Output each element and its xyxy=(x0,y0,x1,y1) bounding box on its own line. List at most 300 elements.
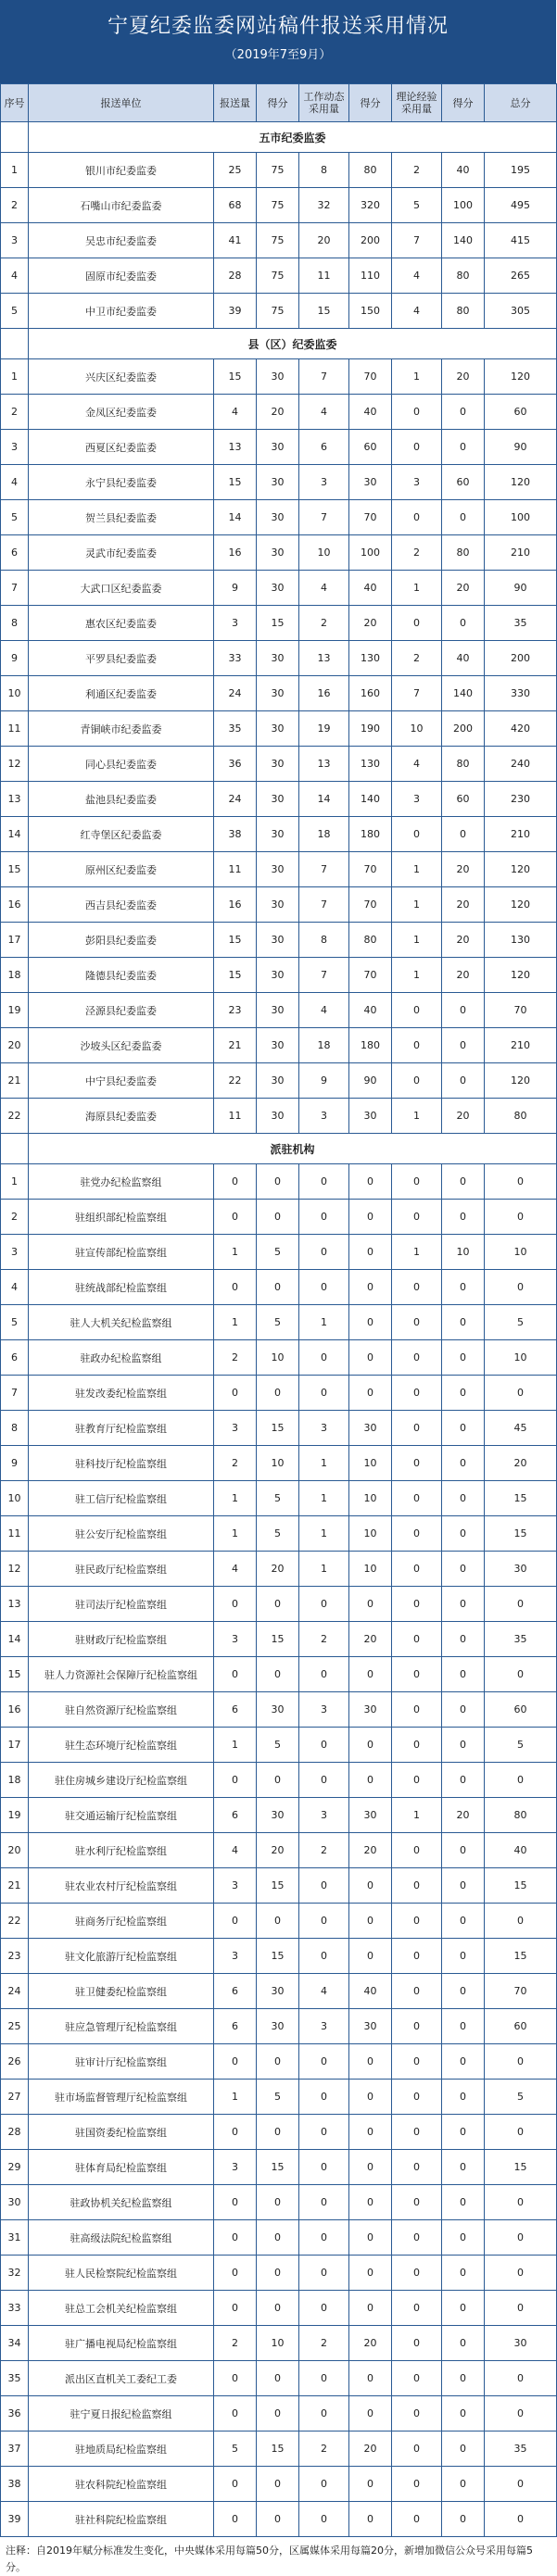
unit-name-cell: 驻地质局纪检监察组 xyxy=(29,2431,214,2467)
table-cell: 30 xyxy=(257,887,299,923)
table-cell: 15 xyxy=(485,1481,557,1516)
unit-name-cell: 驻公安厅纪检监察组 xyxy=(29,1516,214,1552)
table-cell: 80 xyxy=(485,1798,557,1833)
table-cell: 22 xyxy=(214,1063,257,1099)
table-cell: 160 xyxy=(349,676,392,711)
table-cell: 0 xyxy=(442,2185,485,2220)
table-cell: 16 xyxy=(1,887,29,923)
table-cell: 0 xyxy=(442,2396,485,2431)
unit-name-cell: 灵武市纪委监委 xyxy=(29,535,214,571)
table-cell: 1 xyxy=(1,1164,29,1200)
table-row xyxy=(1,188,557,223)
table-cell: 0 xyxy=(442,1974,485,2009)
table-cell: 15 xyxy=(485,1516,557,1552)
table-cell: 60 xyxy=(485,2009,557,2044)
table-cell: 0 xyxy=(392,1516,442,1552)
table-cell: 40 xyxy=(442,641,485,676)
unit-name-cell: 平罗县纪委监委 xyxy=(29,641,214,676)
table-cell: 0 xyxy=(485,1657,557,1692)
table-cell: 70 xyxy=(485,1974,557,2009)
table-cell: 18 xyxy=(1,958,29,993)
table-cell: 15 xyxy=(257,1939,299,1974)
table-cell: 10 xyxy=(349,1516,392,1552)
header-cell: 总分 xyxy=(485,84,557,122)
header-cell: 得分 xyxy=(442,84,485,122)
table-cell: 0 xyxy=(299,1376,349,1411)
table-row xyxy=(1,1340,557,1376)
table-cell: 70 xyxy=(349,852,392,887)
unit-name-cell: 原州区纪委监委 xyxy=(29,852,214,887)
table-cell: 0 xyxy=(392,2009,442,2044)
table-cell: 4 xyxy=(1,465,29,500)
table-cell: 0 xyxy=(392,1728,442,1763)
table-cell: 80 xyxy=(442,535,485,571)
table-cell: 0 xyxy=(392,2502,442,2537)
unit-name-cell: 驻人力资源社会保障厅纪检监察组 xyxy=(29,1657,214,1692)
table-cell: 7 xyxy=(299,359,349,395)
table-cell: 21 xyxy=(214,1028,257,1063)
table-cell: 35 xyxy=(214,711,257,747)
table-cell: 30 xyxy=(257,852,299,887)
table-row xyxy=(1,153,557,188)
table-cell: 10 xyxy=(257,1446,299,1481)
table-cell: 12 xyxy=(1,747,29,782)
table-cell: 90 xyxy=(485,571,557,606)
table-cell: 60 xyxy=(485,395,557,430)
table-cell: 120 xyxy=(485,359,557,395)
table-cell: 0 xyxy=(392,1340,442,1376)
table-cell: 0 xyxy=(349,2396,392,2431)
table-row xyxy=(1,1974,557,2009)
unit-name-cell: 驻农业农村厅纪检监察组 xyxy=(29,1868,214,1904)
table-cell: 30 xyxy=(257,1028,299,1063)
table-cell: 4 xyxy=(1,1270,29,1305)
table-cell: 0 xyxy=(442,500,485,535)
table-cell: 0 xyxy=(442,1833,485,1868)
table-cell: 38 xyxy=(1,2467,29,2502)
table-row xyxy=(1,1763,557,1798)
table-cell: 415 xyxy=(485,223,557,258)
table-cell: 0 xyxy=(299,1939,349,1974)
table-cell: 32 xyxy=(1,2256,29,2291)
table-cell: 0 xyxy=(392,817,442,852)
table-row xyxy=(1,1798,557,1833)
table-cell: 9 xyxy=(1,1446,29,1481)
table-cell: 12 xyxy=(1,1552,29,1587)
table-row xyxy=(1,606,557,641)
table-cell: 16 xyxy=(214,887,257,923)
table-cell: 31 xyxy=(1,2220,29,2256)
table-cell: 0 xyxy=(392,1622,442,1657)
table-cell: 1 xyxy=(214,1235,257,1270)
table-row xyxy=(1,1411,557,1446)
table-cell: 2 xyxy=(1,395,29,430)
table-row xyxy=(1,1587,557,1622)
table-cell: 3 xyxy=(1,430,29,465)
table-cell: 60 xyxy=(442,465,485,500)
table-cell: 1 xyxy=(299,1305,349,1340)
table-cell: 80 xyxy=(442,747,485,782)
unit-name-cell: 永宁县纪委监委 xyxy=(29,465,214,500)
table-cell: 0 xyxy=(392,1939,442,1974)
table-body xyxy=(1,122,557,2537)
table-cell: 0 xyxy=(349,1939,392,1974)
table-cell: 0 xyxy=(392,2431,442,2467)
table-cell: 80 xyxy=(442,294,485,329)
table-cell: 2 xyxy=(299,606,349,641)
table-cell: 0 xyxy=(299,1270,349,1305)
table-cell: 1 xyxy=(392,852,442,887)
table-cell: 4 xyxy=(214,1552,257,1587)
table-cell: 120 xyxy=(485,887,557,923)
table-cell: 7 xyxy=(299,887,349,923)
table-cell: 6 xyxy=(214,1974,257,2009)
table-cell: 11 xyxy=(299,258,349,294)
unit-name-cell: 驻自然资源厅纪检监察组 xyxy=(29,1692,214,1728)
table-cell: 20 xyxy=(1,1833,29,1868)
table-cell: 33 xyxy=(1,2291,29,2326)
unit-name-cell: 西夏区纪委监委 xyxy=(29,430,214,465)
table-cell: 0 xyxy=(299,2396,349,2431)
unit-name-cell: 驻社科院纪检监察组 xyxy=(29,2502,214,2537)
table-cell: 0 xyxy=(485,2115,557,2150)
table-cell: 30 xyxy=(257,993,299,1028)
table-cell: 15 xyxy=(485,1939,557,1974)
table-cell: 28 xyxy=(214,258,257,294)
table-cell: 15 xyxy=(299,294,349,329)
table-cell: 0 xyxy=(442,2431,485,2467)
table-cell: 30 xyxy=(485,1552,557,1587)
table-cell: 0 xyxy=(485,1200,557,1235)
table-cell: 11 xyxy=(1,1516,29,1552)
table-cell: 15 xyxy=(485,2150,557,2185)
table-cell: 1 xyxy=(392,923,442,958)
table-cell: 0 xyxy=(299,2185,349,2220)
table-cell: 20 xyxy=(299,223,349,258)
table-row xyxy=(1,676,557,711)
table-cell: 0 xyxy=(349,2467,392,2502)
table-cell: 0 xyxy=(257,1763,299,1798)
table-cell: 0 xyxy=(257,2185,299,2220)
table-cell: 0 xyxy=(392,1411,442,1446)
table-cell: 0 xyxy=(392,395,442,430)
table-cell: 20 xyxy=(349,1833,392,1868)
table-cell: 0 xyxy=(442,1305,485,1340)
table-cell: 30 xyxy=(257,571,299,606)
table-cell: 0 xyxy=(257,2291,299,2326)
table-cell: 14 xyxy=(214,500,257,535)
table-cell: 23 xyxy=(214,993,257,1028)
table-cell: 0 xyxy=(257,1587,299,1622)
table-cell: 0 xyxy=(442,1481,485,1516)
unit-name-cell: 石嘴山市纪委监委 xyxy=(29,188,214,223)
table-cell: 0 xyxy=(392,1200,442,1235)
unit-name-cell: 驻交通运输厅纪检监察组 xyxy=(29,1798,214,1833)
table-cell: 35 xyxy=(1,2361,29,2396)
table-cell: 0 xyxy=(257,2256,299,2291)
table-cell: 7 xyxy=(392,223,442,258)
table-cell: 60 xyxy=(442,782,485,817)
table-cell: 0 xyxy=(299,2502,349,2537)
table-cell: 3 xyxy=(392,465,442,500)
table-cell: 4 xyxy=(392,258,442,294)
table-cell: 0 xyxy=(257,1904,299,1939)
page-subtitle: （2019年7至9月） xyxy=(224,48,332,62)
table-cell: 34 xyxy=(1,2326,29,2361)
table-cell: 5 xyxy=(257,1516,299,1552)
table-row xyxy=(1,1028,557,1063)
table-cell: 0 xyxy=(257,1376,299,1411)
table-row xyxy=(1,2291,557,2326)
table-cell: 3 xyxy=(392,782,442,817)
table-header-row xyxy=(1,84,557,122)
table-cell: 0 xyxy=(392,1587,442,1622)
table-cell: 17 xyxy=(1,1728,29,1763)
table-row xyxy=(1,359,557,395)
table-row xyxy=(1,395,557,430)
table-cell: 0 xyxy=(299,1235,349,1270)
table-cell: 15 xyxy=(214,958,257,993)
table-cell: 0 xyxy=(442,395,485,430)
table-cell: 15 xyxy=(257,606,299,641)
table-cell: 305 xyxy=(485,294,557,329)
table-cell: 40 xyxy=(349,571,392,606)
table-cell: 30 xyxy=(257,1692,299,1728)
table-cell: 0 xyxy=(392,1657,442,1692)
table-cell: 4 xyxy=(214,395,257,430)
table-cell: 5 xyxy=(214,2431,257,2467)
unit-name-cell: 彭阳县纪委监委 xyxy=(29,923,214,958)
table-cell: 0 xyxy=(442,2220,485,2256)
table-cell: 21 xyxy=(1,1063,29,1099)
table-cell: 0 xyxy=(442,1868,485,1904)
table-cell: 0 xyxy=(299,1340,349,1376)
unit-name-cell: 海原县纪委监委 xyxy=(29,1099,214,1134)
unit-name-cell: 驻市场监督管理厅纪检监察组 xyxy=(29,2080,214,2115)
table-cell: 7 xyxy=(1,1376,29,1411)
table-row xyxy=(1,1305,557,1340)
unit-name-cell: 驻科技厅纪检监察组 xyxy=(29,1446,214,1481)
table-cell: 10 xyxy=(257,2326,299,2361)
table-cell: 2 xyxy=(299,2326,349,2361)
unit-name-cell: 隆德县纪委监委 xyxy=(29,958,214,993)
table-cell: 0 xyxy=(299,1763,349,1798)
unit-name-cell: 驻卫健委纪检监察组 xyxy=(29,1974,214,2009)
table-cell: 0 xyxy=(299,1868,349,1904)
table-cell: 19 xyxy=(299,711,349,747)
section-header-row xyxy=(1,1134,557,1164)
table-cell: 33 xyxy=(214,641,257,676)
table-cell: 0 xyxy=(392,430,442,465)
table-cell: 3 xyxy=(214,2150,257,2185)
table-cell: 200 xyxy=(442,711,485,747)
section-index-cell xyxy=(1,122,29,153)
table-cell: 0 xyxy=(485,2220,557,2256)
table-cell: 11 xyxy=(1,711,29,747)
table-cell: 20 xyxy=(442,359,485,395)
table-cell: 0 xyxy=(392,1552,442,1587)
table-cell: 0 xyxy=(349,1305,392,1340)
table-row xyxy=(1,1904,557,1939)
table-cell: 30 xyxy=(257,676,299,711)
table-row xyxy=(1,1446,557,1481)
table-cell: 17 xyxy=(1,923,29,958)
table-cell: 75 xyxy=(257,258,299,294)
table-cell: 0 xyxy=(392,1028,442,1063)
table-cell: 0 xyxy=(214,2220,257,2256)
table-cell: 9 xyxy=(214,571,257,606)
table-cell: 90 xyxy=(349,1063,392,1099)
table-cell: 19 xyxy=(1,993,29,1028)
table-cell: 0 xyxy=(299,2361,349,2396)
table-row xyxy=(1,2185,557,2220)
table-cell: 200 xyxy=(485,641,557,676)
header-cell: 工作动态采用量 xyxy=(299,84,349,122)
table-row xyxy=(1,993,557,1028)
table-cell: 0 xyxy=(349,2150,392,2185)
table-cell: 20 xyxy=(442,571,485,606)
table-cell: 120 xyxy=(485,852,557,887)
table-row xyxy=(1,2009,557,2044)
table-cell: 6 xyxy=(1,535,29,571)
table-cell: 6 xyxy=(214,1798,257,1833)
table-cell: 1 xyxy=(392,887,442,923)
table-cell: 130 xyxy=(349,641,392,676)
table-cell: 30 xyxy=(257,958,299,993)
table-cell: 0 xyxy=(392,500,442,535)
unit-name-cell: 驻人大机关纪检监察组 xyxy=(29,1305,214,1340)
table-cell: 3 xyxy=(299,1798,349,1833)
unit-name-cell: 中宁县纪委监委 xyxy=(29,1063,214,1099)
table-cell: 30 xyxy=(257,2009,299,2044)
table-cell: 3 xyxy=(214,1939,257,1974)
table-cell: 45 xyxy=(485,1411,557,1446)
table-cell: 0 xyxy=(442,2326,485,2361)
table-cell: 0 xyxy=(442,1728,485,1763)
table-cell: 0 xyxy=(392,1446,442,1481)
table-cell: 0 xyxy=(485,1376,557,1411)
table-cell: 15 xyxy=(257,1411,299,1446)
table-cell: 0 xyxy=(214,1376,257,1411)
table-cell: 0 xyxy=(349,2220,392,2256)
table-cell: 0 xyxy=(485,2502,557,2537)
table-cell: 0 xyxy=(214,1270,257,1305)
table-cell: 10 xyxy=(349,1552,392,1587)
table-cell: 0 xyxy=(392,1164,442,1200)
table-row xyxy=(1,2080,557,2115)
table-cell: 0 xyxy=(214,2502,257,2537)
table-cell: 1 xyxy=(299,1552,349,1587)
table-cell: 4 xyxy=(299,571,349,606)
unit-name-cell: 驻生态环境厅纪检监察组 xyxy=(29,1728,214,1763)
table-cell: 0 xyxy=(442,1587,485,1622)
table-row xyxy=(1,1622,557,1657)
table-cell: 330 xyxy=(485,676,557,711)
table-cell: 140 xyxy=(442,223,485,258)
table-cell: 0 xyxy=(392,1974,442,2009)
table-cell: 0 xyxy=(392,2361,442,2396)
table-cell: 0 xyxy=(442,1516,485,1552)
table-cell: 1 xyxy=(392,359,442,395)
table-row xyxy=(1,1235,557,1270)
table-cell: 90 xyxy=(485,430,557,465)
table-row xyxy=(1,2467,557,2502)
table-cell: 60 xyxy=(485,1692,557,1728)
table-row xyxy=(1,1200,557,1235)
table-cell: 0 xyxy=(349,1904,392,1939)
table-cell: 7 xyxy=(299,958,349,993)
table-cell: 3 xyxy=(299,2009,349,2044)
table-cell: 0 xyxy=(214,1200,257,1235)
unit-name-cell: 沙坡头区纪委监委 xyxy=(29,1028,214,1063)
table-cell: 0 xyxy=(257,2502,299,2537)
table-cell: 23 xyxy=(1,1939,29,1974)
table-cell: 15 xyxy=(257,1622,299,1657)
table-cell: 0 xyxy=(442,1164,485,1200)
table-cell: 0 xyxy=(442,2150,485,2185)
table-cell: 0 xyxy=(349,1340,392,1376)
table-cell: 0 xyxy=(392,993,442,1028)
table-cell: 16 xyxy=(299,676,349,711)
table-cell: 0 xyxy=(442,2256,485,2291)
table-cell: 1 xyxy=(299,1446,349,1481)
table-cell: 120 xyxy=(485,465,557,500)
table-cell: 14 xyxy=(299,782,349,817)
table-cell: 0 xyxy=(392,1692,442,1728)
table-cell: 0 xyxy=(485,1587,557,1622)
table-cell: 0 xyxy=(214,1164,257,1200)
table-cell: 1 xyxy=(392,958,442,993)
table-cell: 60 xyxy=(349,430,392,465)
table-cell: 100 xyxy=(349,535,392,571)
table-cell: 10 xyxy=(485,1235,557,1270)
table-row xyxy=(1,1728,557,1763)
table-cell: 0 xyxy=(392,1376,442,1411)
table-cell: 32 xyxy=(299,188,349,223)
table-cell: 0 xyxy=(442,1939,485,1974)
unit-name-cell: 驻人民检察院纪检监察组 xyxy=(29,2256,214,2291)
table-cell: 10 xyxy=(257,1340,299,1376)
table-cell: 2 xyxy=(299,1833,349,1868)
table-cell: 14 xyxy=(1,1622,29,1657)
unit-name-cell: 贺兰县纪委监委 xyxy=(29,500,214,535)
table-cell: 0 xyxy=(442,2009,485,2044)
table-cell: 0 xyxy=(392,2326,442,2361)
table-cell: 210 xyxy=(485,535,557,571)
table-cell: 40 xyxy=(349,993,392,1028)
table-cell: 6 xyxy=(214,1692,257,1728)
table-cell: 0 xyxy=(392,2220,442,2256)
section-title: 县（区）纪委监委 xyxy=(29,329,557,359)
table-cell: 2 xyxy=(299,1622,349,1657)
section-header-row xyxy=(1,122,557,153)
table-row xyxy=(1,1939,557,1974)
table-cell: 22 xyxy=(1,1099,29,1134)
table-cell: 70 xyxy=(485,993,557,1028)
table-cell: 0 xyxy=(442,1446,485,1481)
unit-name-cell: 驻党办纪检监察组 xyxy=(29,1164,214,1200)
table-row xyxy=(1,747,557,782)
table-cell: 20 xyxy=(349,606,392,641)
table-cell: 0 xyxy=(392,2044,442,2080)
table-cell: 20 xyxy=(442,1798,485,1833)
section-index-cell xyxy=(1,1134,29,1164)
table-cell: 0 xyxy=(349,2185,392,2220)
table-cell: 0 xyxy=(485,2185,557,2220)
table-cell: 0 xyxy=(392,1904,442,1939)
table-cell: 4 xyxy=(392,747,442,782)
table-cell: 0 xyxy=(299,2115,349,2150)
